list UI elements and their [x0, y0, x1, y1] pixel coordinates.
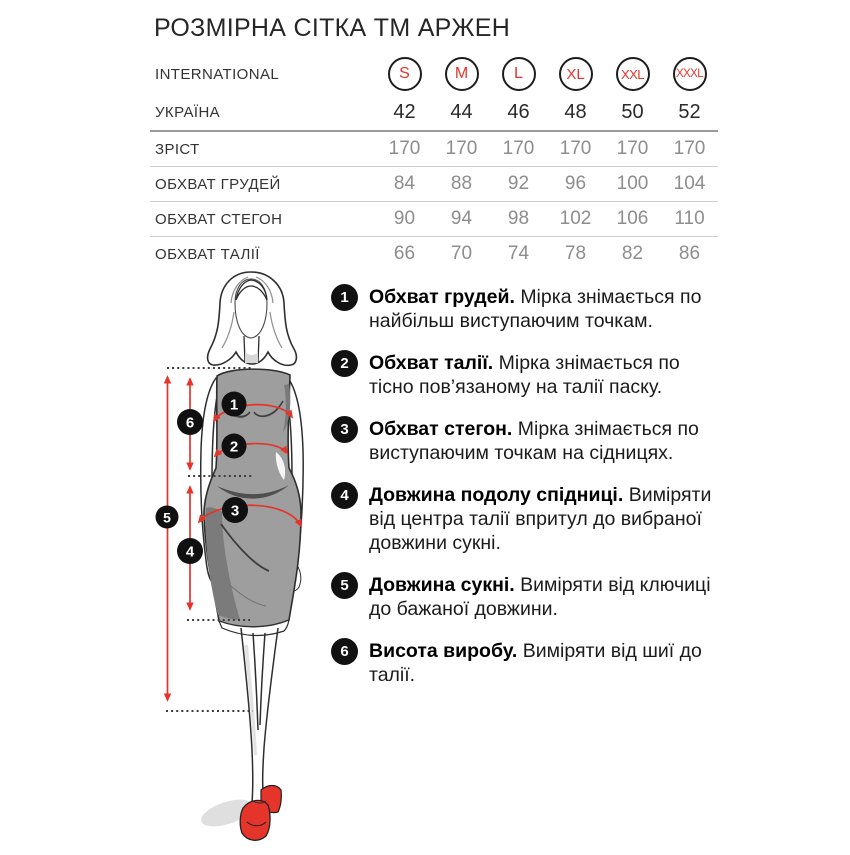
- item-term: Обхват стегон.: [369, 418, 513, 440]
- list-item: [331, 483, 727, 555]
- item-number-badge: 1: [331, 284, 358, 311]
- item-term: Обхват грудей.: [369, 286, 515, 308]
- item-description: Мірка знімається по виступаючим точкам на сідницях.: [369, 418, 699, 464]
- item-number-badge: 2: [331, 350, 358, 377]
- table-cell: 170: [616, 138, 649, 159]
- item-description: Виміряти від шиї до талії.: [369, 640, 702, 686]
- table-cell: 42: [393, 100, 416, 123]
- row-label-international: INTERNATIONAL: [155, 65, 280, 83]
- table-cell: 84: [393, 173, 416, 194]
- measurement-figure-svg: [140, 266, 340, 850]
- table-cell: 52: [678, 100, 701, 123]
- list-item: [331, 417, 727, 465]
- table-cell: 48: [564, 100, 587, 123]
- list-item: [331, 285, 727, 333]
- table-cell: 104: [673, 173, 706, 194]
- marker-4-label: 4: [185, 543, 195, 561]
- size-badge-xxxl: XXXL: [673, 57, 707, 91]
- page-title: РОЗМІРНА СІТКА ТМ АРЖЕН: [154, 14, 511, 42]
- item-description: Виміряти від ключиці до бажаної довжини.: [369, 574, 711, 620]
- item-text: [369, 285, 727, 333]
- row-label-chest: ОБХВАТ ГРУДЕЙ: [155, 175, 281, 193]
- table-row-chest: [150, 166, 718, 201]
- instructions-list: [331, 285, 727, 705]
- item-term: Довжина сукні.: [369, 574, 515, 596]
- item-term: Обхват талії.: [369, 352, 494, 374]
- list-item: [331, 573, 727, 621]
- item-text: [369, 573, 727, 621]
- table-cell: 106: [616, 208, 649, 229]
- table-cell: 96: [564, 173, 587, 194]
- item-number-badge: 6: [331, 638, 358, 665]
- table-row-height: [150, 132, 718, 166]
- table-cell: 170: [388, 138, 421, 159]
- table-cell: 44: [450, 100, 473, 123]
- item-description: Мірка знімається по найбільш виступаючим точкам.: [369, 286, 702, 332]
- table-cell: 94: [450, 208, 473, 229]
- figure-illustration: [140, 266, 340, 850]
- size-table: [150, 54, 718, 271]
- table-cell: 50: [621, 100, 644, 123]
- list-item: [331, 639, 727, 687]
- table-row-international: [150, 54, 718, 94]
- table-cell: 110: [674, 208, 705, 229]
- table-cell: 170: [445, 138, 478, 159]
- size-badge-s: S: [388, 57, 422, 91]
- row-label-height: ЗРІСТ: [155, 140, 200, 158]
- marker-3-label: 3: [230, 502, 240, 520]
- size-badge-m: M: [445, 57, 479, 91]
- marker-6-label: 6: [185, 414, 195, 432]
- table-cell: 90: [393, 208, 416, 229]
- table-cell: 100: [616, 173, 649, 194]
- size-badge-xl: XL: [559, 57, 593, 91]
- table-cell: 92: [507, 173, 530, 194]
- size-badge-l: L: [502, 57, 536, 91]
- item-number-badge: 4: [331, 482, 358, 509]
- marker-2-label: 2: [229, 438, 239, 456]
- table-cell: 86: [678, 243, 701, 264]
- row-label-waist: ОБХВАТ ТАЛІЇ: [155, 245, 260, 263]
- table-cell: 78: [564, 243, 587, 264]
- size-badge-xxl: XXL: [616, 57, 650, 91]
- table-row-ukraine: [150, 94, 718, 132]
- table-cell: 82: [621, 243, 644, 264]
- table-row-hips: [150, 201, 718, 236]
- table-cell: 88: [450, 173, 473, 194]
- item-number-badge: 3: [331, 416, 358, 443]
- table-cell: 170: [502, 138, 535, 159]
- item-term: Довжина подолу спідниці.: [369, 484, 624, 506]
- table-cell: 46: [507, 100, 530, 123]
- table-cell: 170: [673, 138, 706, 159]
- table-cell: 102: [559, 208, 592, 229]
- item-text: [369, 483, 727, 555]
- row-label-ukraine: УКРАЇНА: [155, 103, 221, 121]
- item-text: [369, 351, 727, 399]
- list-item: [331, 351, 727, 399]
- marker-1-label: 1: [229, 396, 239, 414]
- item-text: [369, 639, 727, 687]
- marker-5-label: 5: [163, 509, 171, 526]
- table-cell: 74: [507, 243, 530, 264]
- table-cell: 98: [507, 208, 530, 229]
- table-cell: 66: [393, 243, 416, 264]
- front-shoe: [240, 800, 270, 840]
- item-description: Виміряти від центра талії впритул до вибраної довжини сукні.: [369, 484, 712, 554]
- row-label-hips: ОБХВАТ СТЕГОН: [155, 210, 283, 228]
- item-term: Висота виробу.: [369, 640, 518, 662]
- item-number-badge: 5: [331, 572, 358, 599]
- item-text: [369, 417, 727, 465]
- item-description: Мірка знімається по тісно пов’язаному на талії паску.: [369, 352, 680, 398]
- table-cell: 70: [450, 243, 473, 264]
- table-cell: 170: [559, 138, 592, 159]
